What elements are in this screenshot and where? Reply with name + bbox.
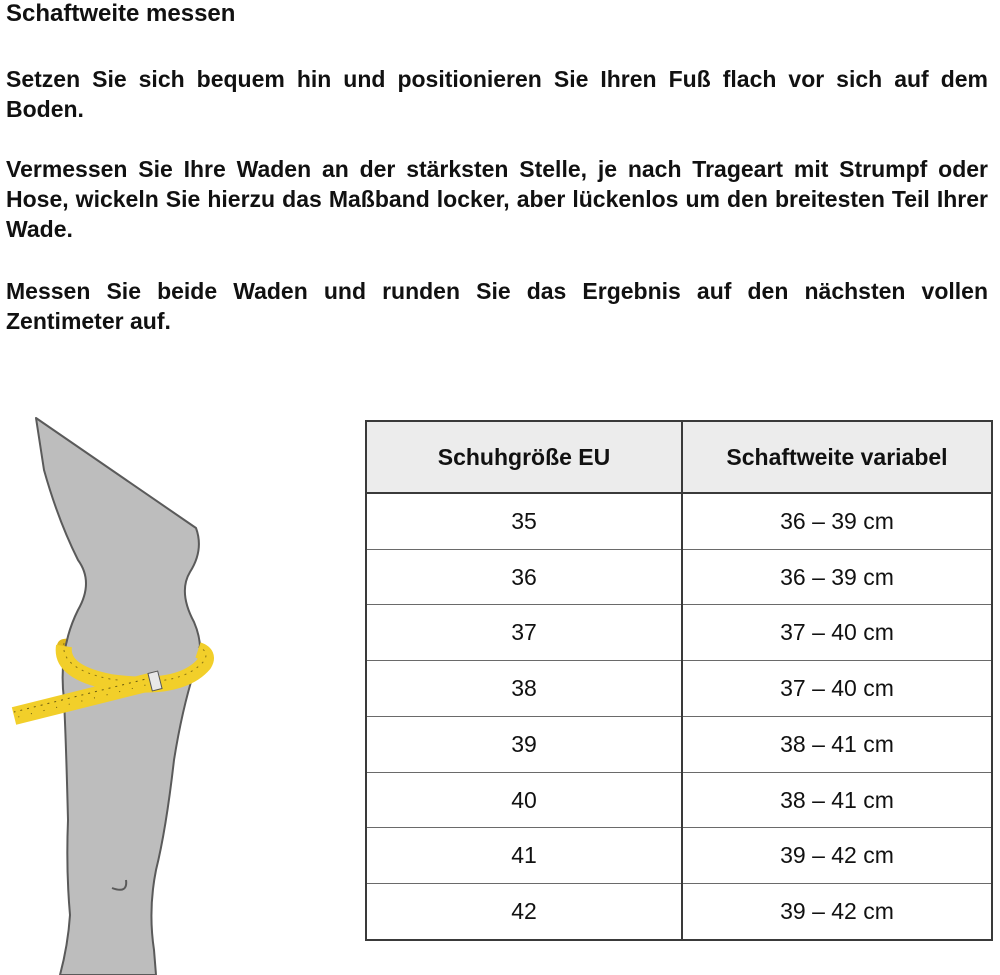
- cell-shaft-width: 38 – 41 cm: [682, 716, 992, 772]
- leg-with-measuring-tape-icon: [0, 410, 230, 975]
- table-row: [366, 772, 992, 828]
- header-shoe-size: Schuhgröße EU: [366, 421, 682, 493]
- table-row: [366, 716, 992, 772]
- cell-shoe-size: 35: [366, 493, 682, 549]
- cell-shoe-size: 40: [366, 772, 682, 828]
- table-row: [366, 549, 992, 605]
- cell-shoe-size: 36: [366, 549, 682, 605]
- cell-shaft-width: 36 – 39 cm: [682, 493, 992, 549]
- cell-shoe-size: 41: [366, 828, 682, 884]
- cell-shaft-width: 37 – 40 cm: [682, 605, 992, 661]
- table-row: [366, 884, 992, 940]
- cell-shaft-width: 38 – 41 cm: [682, 772, 992, 828]
- cell-shaft-width: 36 – 39 cm: [682, 549, 992, 605]
- table-row: [366, 828, 992, 884]
- instruction-paragraph-1: Setzen Sie sich bequem hin und positionieren Sie Ihren Fuß flach vor sich auf dem Boden.: [6, 66, 988, 122]
- cell-shoe-size: 39: [366, 716, 682, 772]
- table-row: [366, 493, 992, 549]
- table-row: [366, 661, 992, 717]
- cell-shoe-size: 38: [366, 661, 682, 717]
- instruction-paragraph-3: Messen Sie beide Waden und runden Sie das Ergebnis auf den nächsten vollen Zentimeter auf.: [6, 278, 988, 334]
- page-title: Schaftweite messen: [6, 0, 236, 27]
- cell-shaft-width: 37 – 40 cm: [682, 661, 992, 717]
- cell-shaft-width: 39 – 42 cm: [682, 884, 992, 940]
- header-shaft-width: Schaftweite variabel: [682, 421, 992, 493]
- cell-shoe-size: 37: [366, 605, 682, 661]
- size-table: [365, 420, 993, 941]
- cell-shaft-width: 39 – 42 cm: [682, 828, 992, 884]
- table-header-row: [366, 421, 992, 493]
- cell-shoe-size: 42: [366, 884, 682, 940]
- instruction-paragraph-2: Vermessen Sie Ihre Waden an der stärksten Stelle, je nach Trageart mit Strumpf oder Hose, wickeln Sie hierzu das Maßband locker, aber lückenlos um den breitesten Teil Ihrer Wade.: [6, 156, 988, 242]
- table-row: [366, 605, 992, 661]
